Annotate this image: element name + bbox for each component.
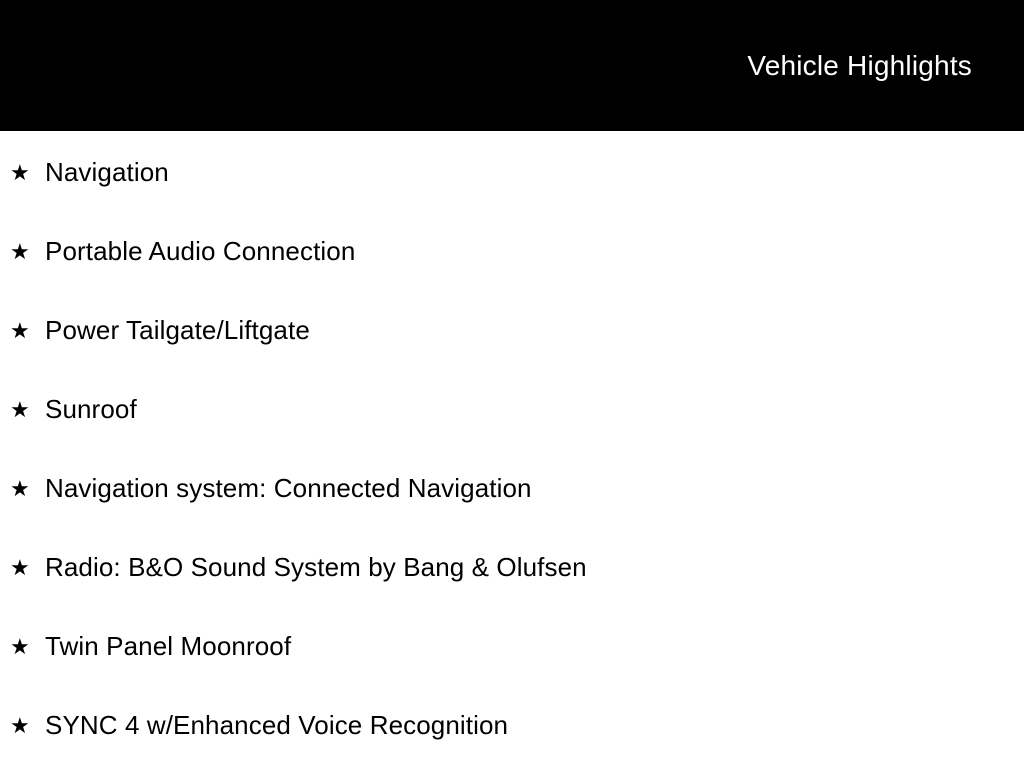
- list-item-label: Portable Audio Connection: [45, 236, 356, 266]
- list-item: [0, 528, 1024, 607]
- list-item: [0, 449, 1024, 528]
- list-item-label: Sunroof: [45, 394, 137, 424]
- star-icon: ★: [10, 396, 30, 422]
- list-item-label: Twin Panel Moonroof: [45, 631, 292, 661]
- star-icon: ★: [10, 159, 30, 185]
- star-icon: ★: [10, 238, 30, 264]
- page-title: Vehicle Highlights: [747, 49, 972, 81]
- star-icon: ★: [10, 554, 30, 580]
- list-item: [0, 607, 1024, 686]
- header-bar: [0, 0, 1024, 131]
- star-icon: ★: [10, 317, 30, 343]
- list-item-label: Power Tailgate/Liftgate: [45, 315, 310, 345]
- list-item: [0, 212, 1024, 291]
- list-item-label: Navigation system: Connected Navigation: [45, 473, 532, 503]
- list-item: [0, 686, 1024, 765]
- star-icon: ★: [10, 633, 30, 659]
- list-item: [0, 370, 1024, 449]
- list-item-label: Navigation: [45, 157, 169, 187]
- list-item: [0, 291, 1024, 370]
- highlights-list: [0, 131, 1024, 765]
- star-icon: ★: [10, 475, 30, 501]
- list-item-label: Radio: B&O Sound System by Bang & Olufsen: [45, 552, 587, 582]
- star-icon: ★: [10, 712, 30, 738]
- list-item-label: SYNC 4 w/Enhanced Voice Recognition: [45, 710, 509, 740]
- list-item: [0, 133, 1024, 212]
